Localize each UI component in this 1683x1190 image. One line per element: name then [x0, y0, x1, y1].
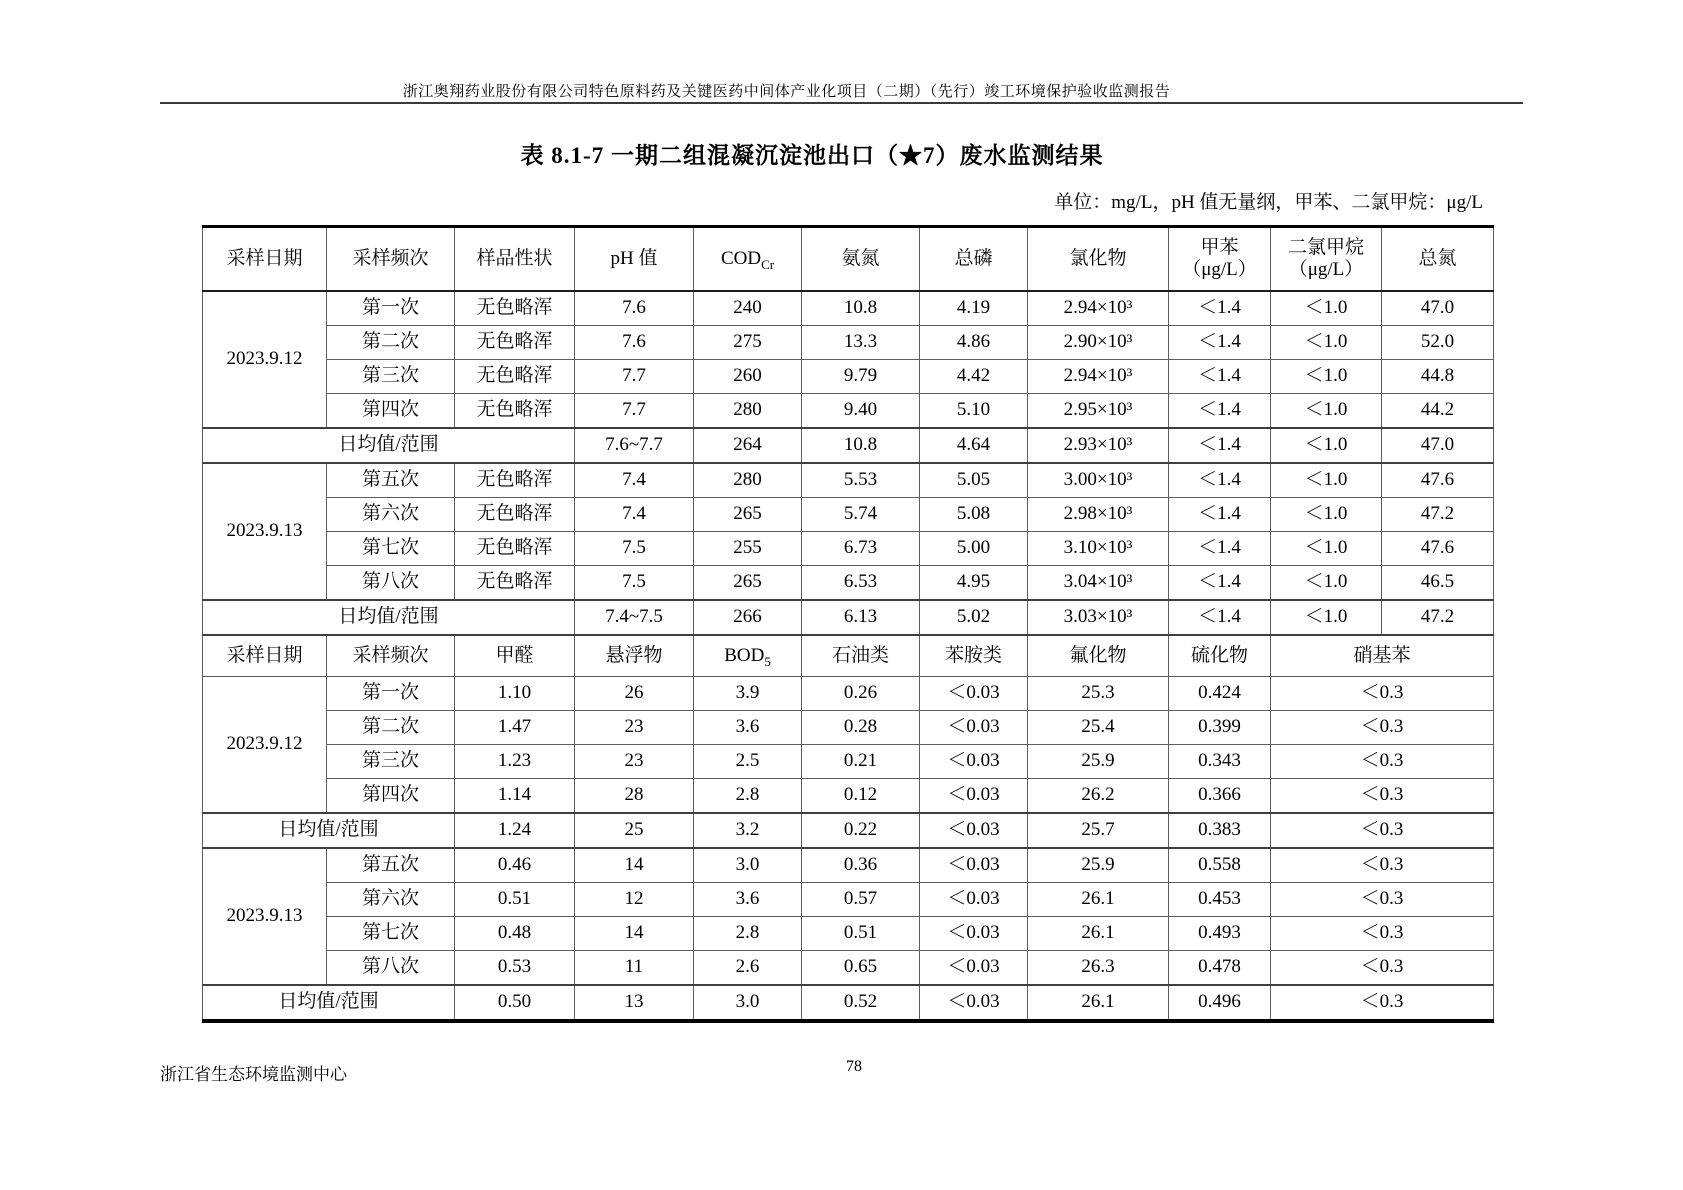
- value-cell: ＜1.4: [1169, 566, 1271, 601]
- value-cell: ＜0.3: [1271, 917, 1494, 951]
- value-cell: ＜0.3: [1271, 883, 1494, 917]
- value-cell: 0.26: [802, 677, 920, 711]
- value-cell: ＜0.3: [1271, 985, 1494, 1021]
- value-cell: 2.94×10³: [1028, 360, 1169, 394]
- appearance-cell: 无色略浑: [455, 326, 575, 360]
- freq-cell: 第六次: [327, 498, 455, 532]
- freq-cell: 第四次: [327, 394, 455, 429]
- footer-page-number: 78: [846, 1058, 862, 1075]
- data-row: [203, 848, 1494, 883]
- header-cell: 硫化物: [1169, 635, 1271, 677]
- value-cell: 7.7: [575, 360, 694, 394]
- value-cell: 7.5: [575, 532, 694, 566]
- header-row: [203, 227, 1494, 292]
- value-cell: ＜1.0: [1271, 360, 1382, 394]
- value-cell: 0.21: [802, 745, 920, 779]
- header-cell: 甲苯 （μg/L）: [1169, 227, 1271, 292]
- value-cell: ＜0.3: [1271, 711, 1494, 745]
- value-cell: ＜0.3: [1271, 813, 1494, 848]
- footer-org: 浙江省生态环境监测中心: [160, 1065, 347, 1084]
- value-cell: 2.94×10³: [1028, 291, 1169, 326]
- header-cell: 氯化物: [1028, 227, 1169, 292]
- value-cell: 280: [694, 394, 802, 429]
- value-cell: 5.53: [802, 463, 920, 498]
- value-cell: ＜1.0: [1271, 532, 1382, 566]
- freq-cell: 第一次: [327, 291, 455, 326]
- page-title: 表 8.1-7 一期二组混凝沉淀池出口（★7）废水监测结果: [520, 143, 1104, 168]
- header-cell: 石油类: [802, 635, 920, 677]
- value-cell: 2.95×10³: [1028, 394, 1169, 429]
- data-row: [203, 917, 1494, 951]
- value-cell: ＜0.03: [920, 985, 1028, 1021]
- daily-row: [203, 813, 1494, 848]
- value-cell: 1.23: [455, 745, 575, 779]
- value-cell: 2.90×10³: [1028, 326, 1169, 360]
- value-cell: 1.47: [455, 711, 575, 745]
- header-cell: 采样日期: [203, 227, 327, 292]
- value-cell: 0.52: [802, 985, 920, 1021]
- value-cell: 4.86: [920, 326, 1028, 360]
- daily-row: [203, 985, 1494, 1021]
- value-cell: 0.50: [455, 985, 575, 1021]
- value-cell: 0.366: [1169, 779, 1271, 814]
- value-cell: 14: [575, 848, 694, 883]
- header-divider: [160, 102, 1523, 104]
- value-cell: 3.03×10³: [1028, 600, 1169, 635]
- appearance-cell: 无色略浑: [455, 498, 575, 532]
- value-cell: 0.493: [1169, 917, 1271, 951]
- value-cell: 47.6: [1382, 532, 1494, 566]
- header-cell: 甲醛: [455, 635, 575, 677]
- value-cell: ＜1.0: [1271, 326, 1382, 360]
- value-cell: 0.28: [802, 711, 920, 745]
- value-cell: ＜1.0: [1271, 498, 1382, 532]
- value-cell: 2.98×10³: [1028, 498, 1169, 532]
- value-cell: ＜0.03: [920, 745, 1028, 779]
- freq-cell: 第三次: [327, 745, 455, 779]
- appearance-cell: 无色略浑: [455, 463, 575, 498]
- daily-label-cell: 日均值/范围: [203, 428, 575, 463]
- value-cell: 9.79: [802, 360, 920, 394]
- value-cell: ＜1.4: [1169, 291, 1271, 326]
- freq-cell: 第五次: [327, 463, 455, 498]
- data-row: [203, 291, 1494, 326]
- data-row: [203, 711, 1494, 745]
- header-cell: 采样频次: [327, 227, 455, 292]
- value-cell: 0.343: [1169, 745, 1271, 779]
- freq-cell: 第四次: [327, 779, 455, 814]
- value-cell: 255: [694, 532, 802, 566]
- value-cell: 0.558: [1169, 848, 1271, 883]
- daily-label-cell: 日均值/范围: [203, 813, 455, 848]
- value-cell: ＜1.0: [1271, 428, 1382, 463]
- value-cell: 3.04×10³: [1028, 566, 1169, 601]
- value-cell: 3.2: [694, 813, 802, 848]
- value-cell: 275: [694, 326, 802, 360]
- value-cell: 0.46: [455, 848, 575, 883]
- value-cell: 47.2: [1382, 498, 1494, 532]
- value-cell: ＜1.4: [1169, 394, 1271, 429]
- freq-cell: 第二次: [327, 711, 455, 745]
- value-cell: 7.6~7.7: [575, 428, 694, 463]
- value-cell: 11: [575, 951, 694, 986]
- value-cell: ＜1.4: [1169, 532, 1271, 566]
- freq-cell: 第七次: [327, 532, 455, 566]
- value-cell: 47.2: [1382, 600, 1494, 635]
- value-cell: 5.08: [920, 498, 1028, 532]
- appearance-cell: 无色略浑: [455, 394, 575, 429]
- value-cell: 7.7: [575, 394, 694, 429]
- value-cell: ＜0.03: [920, 883, 1028, 917]
- value-cell: 44.8: [1382, 360, 1494, 394]
- value-cell: 6.53: [802, 566, 920, 601]
- value-cell: 9.40: [802, 394, 920, 429]
- data-row: [203, 360, 1494, 394]
- value-cell: 25.9: [1028, 848, 1169, 883]
- value-cell: ＜0.3: [1271, 848, 1494, 883]
- value-cell: ＜0.3: [1271, 779, 1494, 814]
- data-row: [203, 677, 1494, 711]
- header-cell: 悬浮物: [575, 635, 694, 677]
- value-cell: ＜0.03: [920, 917, 1028, 951]
- value-cell: ＜1.0: [1271, 291, 1382, 326]
- data-row: [203, 951, 1494, 986]
- freq-cell: 第二次: [327, 326, 455, 360]
- value-cell: 5.05: [920, 463, 1028, 498]
- value-cell: 4.95: [920, 566, 1028, 601]
- value-cell: ＜1.4: [1169, 326, 1271, 360]
- monitoring-table: [202, 225, 1494, 1023]
- value-cell: 3.9: [694, 677, 802, 711]
- value-cell: 1.14: [455, 779, 575, 814]
- value-cell: ＜0.03: [920, 951, 1028, 986]
- value-cell: 0.57: [802, 883, 920, 917]
- header-cell: 总氮: [1382, 227, 1494, 292]
- data-row: [203, 498, 1494, 532]
- value-cell: 7.6: [575, 326, 694, 360]
- value-cell: 26.1: [1028, 985, 1169, 1021]
- value-cell: 7.4~7.5: [575, 600, 694, 635]
- value-cell: 25.9: [1028, 745, 1169, 779]
- freq-cell: 第六次: [327, 883, 455, 917]
- value-cell: ＜0.03: [920, 711, 1028, 745]
- appearance-cell: 无色略浑: [455, 566, 575, 601]
- value-cell: 0.496: [1169, 985, 1271, 1021]
- value-cell: 2.8: [694, 779, 802, 814]
- value-cell: 26.2: [1028, 779, 1169, 814]
- value-cell: 6.73: [802, 532, 920, 566]
- value-cell: 2.6: [694, 951, 802, 986]
- value-cell: 26: [575, 677, 694, 711]
- value-cell: 26.1: [1028, 917, 1169, 951]
- value-cell: 7.4: [575, 463, 694, 498]
- value-cell: 0.36: [802, 848, 920, 883]
- value-cell: ＜0.3: [1271, 677, 1494, 711]
- value-cell: 0.22: [802, 813, 920, 848]
- value-cell: 0.383: [1169, 813, 1271, 848]
- value-cell: 5.10: [920, 394, 1028, 429]
- value-cell: 14: [575, 917, 694, 951]
- freq-cell: 第八次: [327, 951, 455, 986]
- value-cell: 10.8: [802, 291, 920, 326]
- value-cell: 13: [575, 985, 694, 1021]
- data-row: [203, 883, 1494, 917]
- value-cell: ＜1.0: [1271, 463, 1382, 498]
- header-cell: 氟化物: [1028, 635, 1169, 677]
- data-row: [203, 566, 1494, 601]
- unit-note: 单位：mg/L，pH 值无量纲，甲苯、二氯甲烷：μg/L: [1054, 192, 1483, 213]
- value-cell: 25: [575, 813, 694, 848]
- data-row: [203, 326, 1494, 360]
- value-cell: 2.5: [694, 745, 802, 779]
- value-cell: 280: [694, 463, 802, 498]
- value-cell: ＜0.3: [1271, 951, 1494, 986]
- header-row: [203, 635, 1494, 677]
- appearance-cell: 无色略浑: [455, 360, 575, 394]
- value-cell: ＜0.03: [920, 677, 1028, 711]
- data-row: [203, 779, 1494, 814]
- value-cell: 265: [694, 566, 802, 601]
- date-cell: 2023.9.13: [203, 463, 327, 600]
- value-cell: 0.65: [802, 951, 920, 986]
- value-cell: 44.2: [1382, 394, 1494, 429]
- value-cell: 3.6: [694, 711, 802, 745]
- value-cell: ＜0.03: [920, 813, 1028, 848]
- data-row: [203, 463, 1494, 498]
- value-cell: ＜1.0: [1271, 600, 1382, 635]
- value-cell: 25.3: [1028, 677, 1169, 711]
- value-cell: 0.51: [455, 883, 575, 917]
- freq-cell: 第七次: [327, 917, 455, 951]
- value-cell: 0.424: [1169, 677, 1271, 711]
- value-cell: 4.19: [920, 291, 1028, 326]
- value-cell: 23: [575, 745, 694, 779]
- value-cell: 3.10×10³: [1028, 532, 1169, 566]
- header-cell: 二氯甲烷 （μg/L）: [1271, 227, 1382, 292]
- value-cell: 4.64: [920, 428, 1028, 463]
- freq-cell: 第五次: [327, 848, 455, 883]
- header-cell: 采样频次: [327, 635, 455, 677]
- daily-label-cell: 日均值/范围: [203, 600, 575, 635]
- value-cell: 12: [575, 883, 694, 917]
- value-cell: ＜1.0: [1271, 566, 1382, 601]
- value-cell: ＜1.0: [1271, 394, 1382, 429]
- value-cell: ＜0.03: [920, 848, 1028, 883]
- value-cell: 0.399: [1169, 711, 1271, 745]
- daily-row: [203, 428, 1494, 463]
- value-cell: 3.6: [694, 883, 802, 917]
- header-cell: 总磷: [920, 227, 1028, 292]
- value-cell: 2.93×10³: [1028, 428, 1169, 463]
- freq-cell: 第一次: [327, 677, 455, 711]
- value-cell: ＜1.4: [1169, 498, 1271, 532]
- header-cell: pH 值: [575, 227, 694, 292]
- value-cell: 7.4: [575, 498, 694, 532]
- value-cell: 0.51: [802, 917, 920, 951]
- value-cell: ＜0.3: [1271, 745, 1494, 779]
- data-row: [203, 394, 1494, 429]
- value-cell: 0.48: [455, 917, 575, 951]
- value-cell: 2.8: [694, 917, 802, 951]
- monitoring-table-body: [203, 227, 1494, 1022]
- value-cell: 265: [694, 498, 802, 532]
- value-cell: 26.1: [1028, 883, 1169, 917]
- value-cell: 25.4: [1028, 711, 1169, 745]
- value-cell: 7.5: [575, 566, 694, 601]
- value-cell: 47.6: [1382, 463, 1494, 498]
- value-cell: 5.02: [920, 600, 1028, 635]
- value-cell: 264: [694, 428, 802, 463]
- value-cell: 23: [575, 711, 694, 745]
- value-cell: 25.7: [1028, 813, 1169, 848]
- value-cell: 0.12: [802, 779, 920, 814]
- header-cell: 采样日期: [203, 635, 327, 677]
- value-cell: ＜1.4: [1169, 428, 1271, 463]
- value-cell: 240: [694, 291, 802, 326]
- header-cell: 硝基苯: [1271, 635, 1494, 677]
- value-cell: 266: [694, 600, 802, 635]
- value-cell: ＜1.4: [1169, 360, 1271, 394]
- value-cell: 13.3: [802, 326, 920, 360]
- header-cell: 氨氮: [802, 227, 920, 292]
- value-cell: 46.5: [1382, 566, 1494, 601]
- value-cell: 7.6: [575, 291, 694, 326]
- date-cell: 2023.9.13: [203, 848, 327, 985]
- value-cell: 10.8: [802, 428, 920, 463]
- header-cell: $BOD_5$: [694, 635, 802, 677]
- value-cell: 6.13: [802, 600, 920, 635]
- value-cell: 4.42: [920, 360, 1028, 394]
- header-cell: 样品性状: [455, 227, 575, 292]
- value-cell: 3.00×10³: [1028, 463, 1169, 498]
- daily-label-cell: 日均值/范围: [203, 985, 455, 1021]
- value-cell: 47.0: [1382, 428, 1494, 463]
- value-cell: 260: [694, 360, 802, 394]
- appearance-cell: 无色略浑: [455, 291, 575, 326]
- value-cell: 26.3: [1028, 951, 1169, 986]
- daily-row: [203, 600, 1494, 635]
- freq-cell: 第三次: [327, 360, 455, 394]
- value-cell: ＜0.03: [920, 779, 1028, 814]
- value-cell: 28: [575, 779, 694, 814]
- value-cell: 0.53: [455, 951, 575, 986]
- value-cell: 1.10: [455, 677, 575, 711]
- freq-cell: 第八次: [327, 566, 455, 601]
- value-cell: ＜1.4: [1169, 463, 1271, 498]
- appearance-cell: 无色略浑: [455, 532, 575, 566]
- doc-header: 浙江奥翔药业股份有限公司特色原料药及关键医药中间体产业化项目（二期）（先行）竣工环境保护验收监测报告: [402, 84, 1171, 100]
- date-cell: 2023.9.12: [203, 677, 327, 814]
- date-cell: 2023.9.12: [203, 291, 327, 428]
- header-cell: $COD_{Cr}$: [694, 227, 802, 292]
- header-cell: 苯胺类: [920, 635, 1028, 677]
- value-cell: 52.0: [1382, 326, 1494, 360]
- value-cell: 1.24: [455, 813, 575, 848]
- value-cell: 5.00: [920, 532, 1028, 566]
- value-cell: 3.0: [694, 985, 802, 1021]
- value-cell: 5.74: [802, 498, 920, 532]
- value-cell: 3.0: [694, 848, 802, 883]
- value-cell: 0.478: [1169, 951, 1271, 986]
- data-row: [203, 532, 1494, 566]
- value-cell: ＜1.4: [1169, 600, 1271, 635]
- value-cell: 47.0: [1382, 291, 1494, 326]
- data-row: [203, 745, 1494, 779]
- value-cell: 0.453: [1169, 883, 1271, 917]
